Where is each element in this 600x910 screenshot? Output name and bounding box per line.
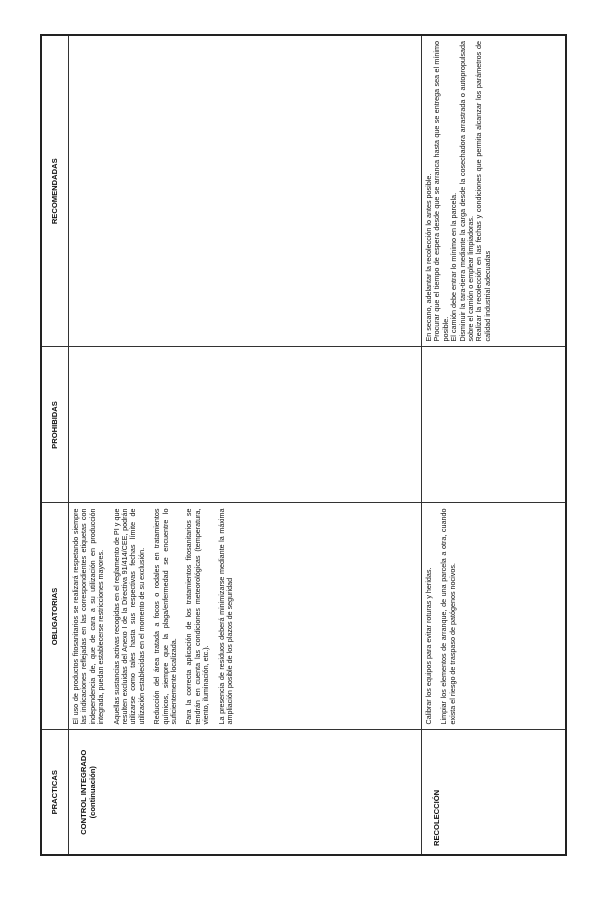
rotated-page (40, 36, 547, 856)
practice-cell (422, 730, 567, 855)
obligatorias-cell (422, 503, 567, 730)
recomendadas-cell (422, 35, 567, 347)
prohibidas-cell (69, 347, 422, 503)
obligatoria-item: Limpiar los elementos de arranque, de una parcela a otra, cuando exista el riesgo de traspaso de patógenos nocivos. (439, 508, 457, 725)
header-prohibidas: PROHIBIDAS (41, 347, 69, 503)
practice-cell (69, 730, 422, 855)
obligatoria-item: Aquellas sustancias activas recogidas en el reglamento de PI y que resulten excluidas del Anexo I de la Directiva 91/414/CEE, podrán utilizarse como tales hasta sus respectivas fechas límite de utilización establecidas en el momento de su exclusión. (111, 508, 146, 725)
recomendada-item: En secano, adelantar la recolección lo antes posible. (424, 173, 433, 342)
recomendada-item: Procurar que el tiempo de espera desde que se arranca hasta que se entrega sea el mínimo posible. (432, 41, 450, 342)
practice-title: CONTROL INTEGRADO (79, 749, 88, 835)
recomendada-item: Disminuir la tara-tierra mediante la carga desde la cosechadora arrastrada o autopropulsada sobre el camión o emplear limpiadoras. (457, 41, 476, 342)
obligatoria-item: El uso de productos fitosanitarios se realizará respetando siempre las indicaciones reflejadas en las correspondientes etiquetas con independencia de, que de cara a su utilización en producción integrada, puedan establecerse restricciones mayores. (71, 508, 106, 725)
table-row (69, 35, 422, 855)
recomendada-item: Realizar la recolección en las fechas y condiciones que permita alcanzar los parámetros de calidad industrial adecuadas (474, 41, 492, 342)
header-practicas: PRACTICAS (41, 730, 69, 855)
practice-title: RECOLECCIÓN (432, 789, 441, 846)
obligatoria-item: La presencia de residuos deberá minimizarse mediante la máxima ampliación posible de los plazos de seguridad (216, 508, 235, 725)
obligatorias-cell (69, 503, 422, 730)
obligatoria-item: Calibrar los equipos para evitar roturas y heridas. (424, 567, 433, 725)
table-row (422, 35, 567, 855)
prohibidas-cell (422, 347, 567, 503)
obligatoria-item: Reducción del área tratada a focos o rodales en tratamientos químicos, siempre que la plaga/enfermedad se encuentre lo suficientemente localizada. (152, 508, 179, 725)
header-recomendadas: RECOMENDADAS (41, 35, 69, 347)
practices-table (40, 34, 567, 856)
recomendada-item: El camión debe entrar lo mínimo en la parcela. (449, 192, 459, 342)
recomendadas-cell (69, 35, 422, 347)
header-obligatorias: OBLIGATORIAS (41, 503, 69, 730)
practice-subtitle: (continuación) (88, 766, 97, 819)
header-row (41, 35, 69, 855)
obligatoria-item: Para la correcta aplicación de los tratamientos fitosanitarios se tendrán en cuenta las condiciones meteorológicas (temperatura, viento, iluminación, etc.). (184, 508, 211, 725)
